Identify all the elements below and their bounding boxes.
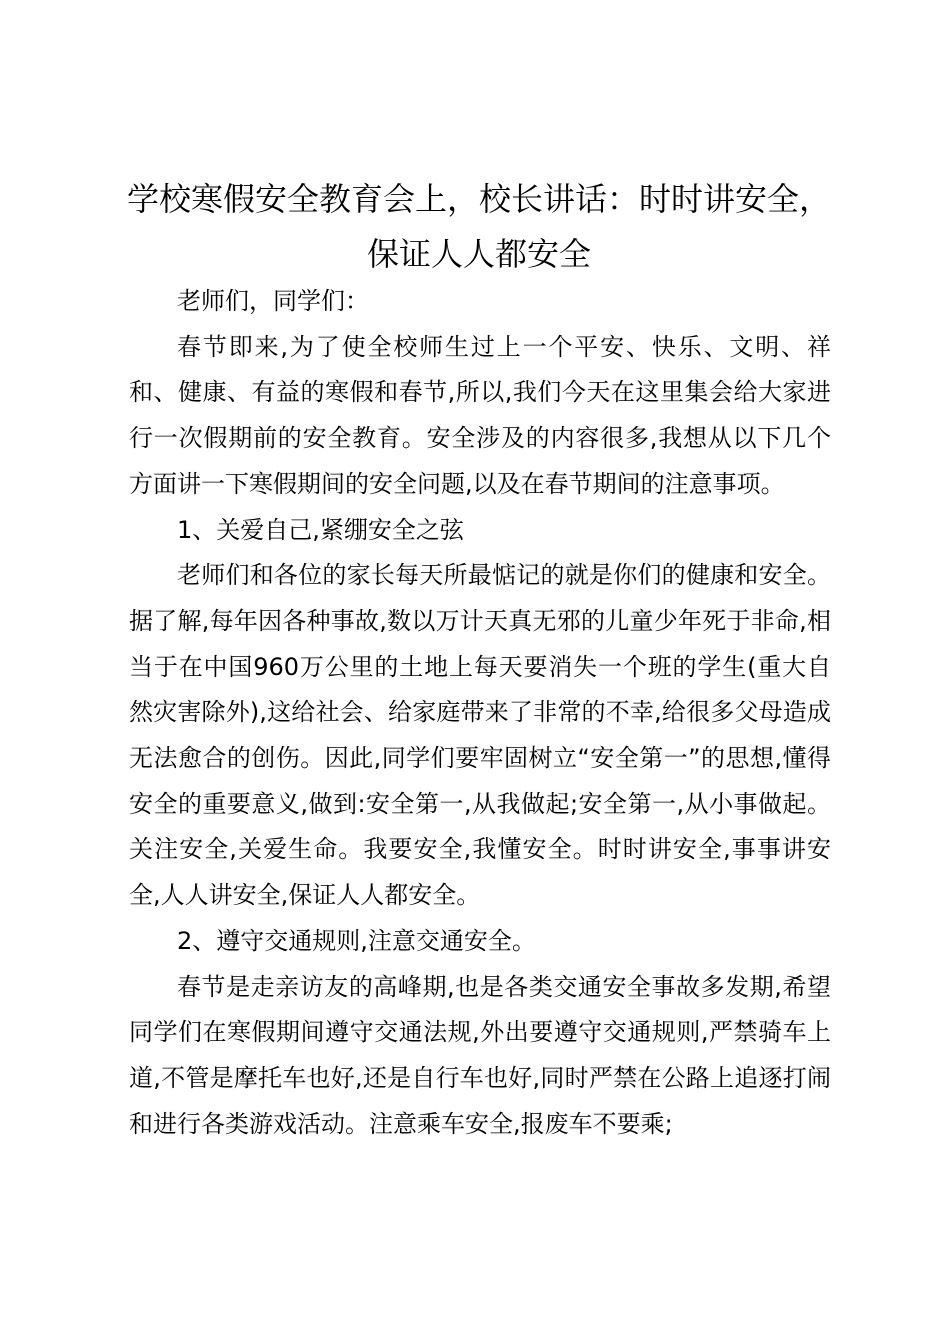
salutation: 老师们，同学们：	[177, 287, 369, 315]
section-heading-2: 2、遵守交通规则,注意交通安全。	[177, 926, 536, 955]
document-body	[129, 279, 831, 1147]
paragraph-section-2: 春节是走亲访友的高峰期,也是各类交通安全事故多发期,希望同学们在寒假期间遵守交通法规,外出要遵守交通规则,严禁骑车上道,不管是摩托车也好,还是自行车也好,同时严禁在公路上追逐打闹和进行各类游戏活动。注意乘车安全,报废车不要乘;	[129, 972, 831, 1138]
paragraph-section-1: 老师们和各位的家长每天所最惦记的就是你们的健康和安全。据了解,每年因各种事故,数以万计天真无邪的儿童少年死于非命,相当于在中国960万公里的土地上每天要消失一个班的学生(重大自然灾害除外),这给社会、给家庭带来了非常的不幸,给很多父母造成无法愈合的创伤。因此,同学们要牢固树立“安全第一”的思想,懂得安全的重要意义,做到:安全第一,从我做起;安全第一,从小事做起。关注安全,关爱生命。我要安全,我懂安全。时时讲安全,事事讲安全,人人讲安全,保证人人都安全。	[129, 561, 831, 910]
document-title: 学校寒假安全教育会上，校长讲话：时时讲安全，保证人人都安全	[126, 180, 831, 273]
paragraph-intro: 春节即来,为了使全校师生过上一个平安、快乐、文明、祥和、健康、有益的寒假和春节,所以,我们今天在这里集会给大家进行一次假期前的安全教育。安全涉及的内容很多,我想从以下几个方面讲一下寒假期间的安全问题,以及在春节期间的注意事项。	[129, 332, 831, 498]
section-heading-1: 1、关爱自己,紧绷安全之弦	[177, 515, 464, 544]
